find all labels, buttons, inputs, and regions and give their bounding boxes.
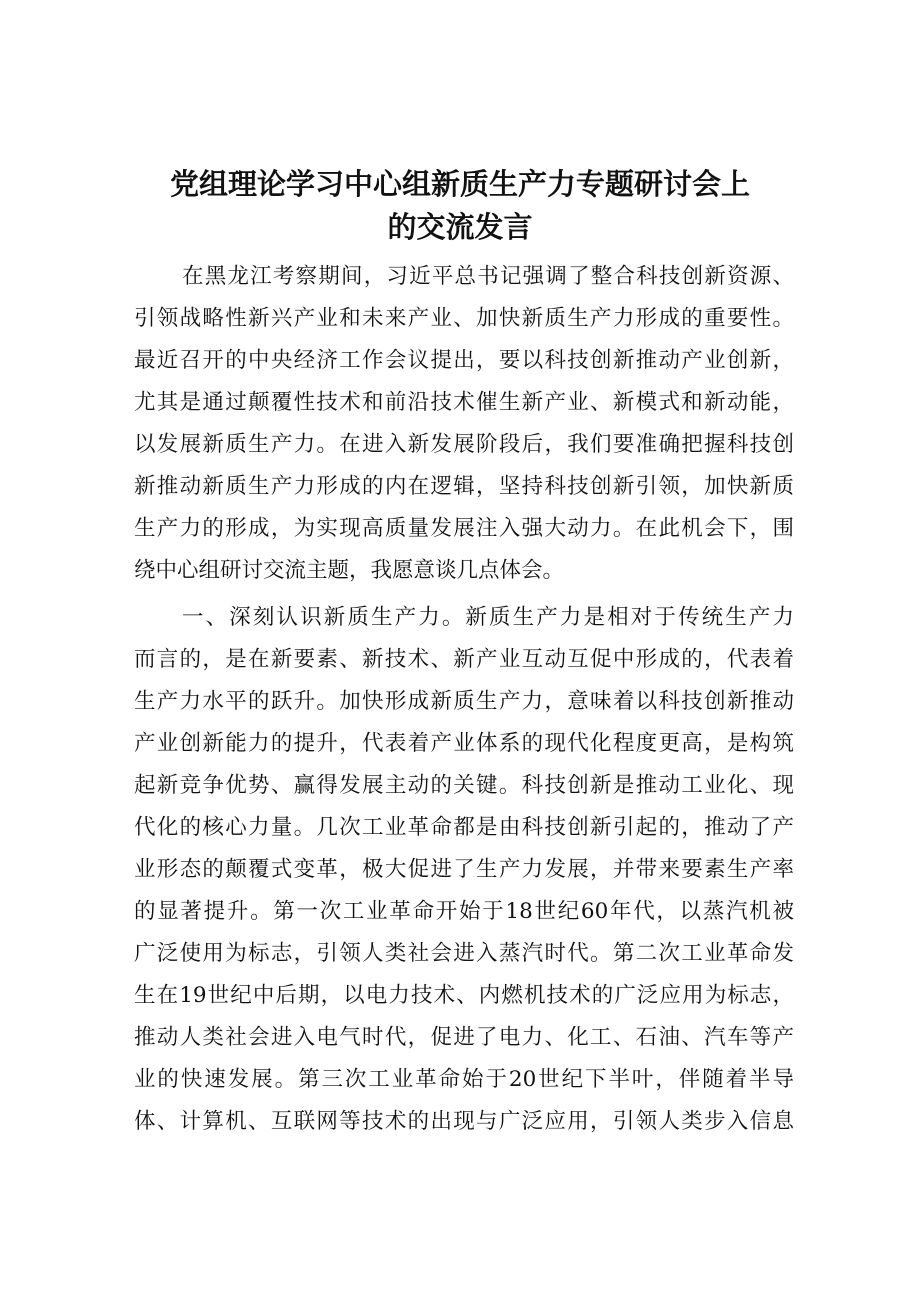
document-title-line-2: 的交流发言 [387, 210, 533, 244]
paragraph-1-line-2: 引领战略性新兴产业和未来产业、加快新质生产力形成的重要性。 [134, 306, 794, 331]
paragraph-1-line-1: 在黑龙江考察期间，习近平总书记强调了整合科技创新资源、 [182, 264, 794, 289]
paragraph-1-line-8: 绕中心组研讨交流主题，我愿意谈几点体会。 [134, 558, 565, 583]
paragraph-2-line-4: 产业创新能力的提升，代表着产业体系的现代化程度更高，是构筑 [134, 731, 794, 756]
paragraph-1-line-5: 以发展新质生产力。在进入新发展阶段后，我们要准确把握科技创 [134, 432, 794, 457]
paragraph-2-line-3: 生产力水平的跃升。加快形成新质生产力，意味着以科技创新推动 [134, 689, 794, 714]
paragraph-1-line-4: 尤其是通过颠覆性技术和前沿技术催生新产业、新模式和新动能， [134, 390, 794, 415]
paragraph-2-line-13: 体、计算机、互联网等技术的出现与广泛应用，引领人类步入信息 [134, 1109, 794, 1134]
paragraph-2-line-1: 一、深刻认识新质生产力。新质生产力是相对于传统生产力 [182, 605, 794, 630]
paragraph-1-line-6: 新推动新质生产力形成的内在逻辑，坚持科技创新引领，加快新质 [134, 474, 794, 499]
paragraph-2-line-7: 业形态的颠覆式变革，极大促进了生产力发展，并带来要素生产率 [134, 857, 794, 882]
document-title-line-1: 党组理论学习中心组新质生产力专题研讨会上 [169, 167, 750, 201]
paragraph-2-line-6: 代化的核心力量。几次工业革命都是由科技创新引起的，推动了产 [134, 815, 794, 840]
paragraph-1-line-3: 最近召开的中央经济工作会议提出，要以科技创新推动产业创新， [134, 348, 794, 373]
paragraph-2-line-8: 的显著提升。第一次工业革命开始于18世纪60年代，以蒸汽机被 [134, 899, 794, 924]
paragraph-2-line-9: 广泛使用为标志，引领人类社会进入蒸汽时代。第二次工业革命发 [134, 941, 794, 966]
paragraph-2-line-12: 业的快速发展。第三次工业革命始于20世纪下半叶，伴随着半导 [134, 1067, 794, 1092]
paragraph-1-line-7: 生产力的形成，为实现高质量发展注入强大动力。在此机会下，围 [134, 516, 794, 541]
paragraph-2-line-2: 而言的，是在新要素、新技术、新产业互动互促中形成的，代表着 [134, 647, 794, 672]
paragraph-2-line-10: 生在19世纪中后期，以电力技术、内燃机技术的广泛应用为标志， [134, 983, 794, 1008]
paragraph-2-line-5: 起新竞争优势、赢得发展主动的关键。科技创新是推动工业化、现 [134, 773, 794, 798]
paragraph-2-line-11: 推动人类社会进入电气时代，促进了电力、化工、石油、汽车等产 [134, 1025, 794, 1050]
